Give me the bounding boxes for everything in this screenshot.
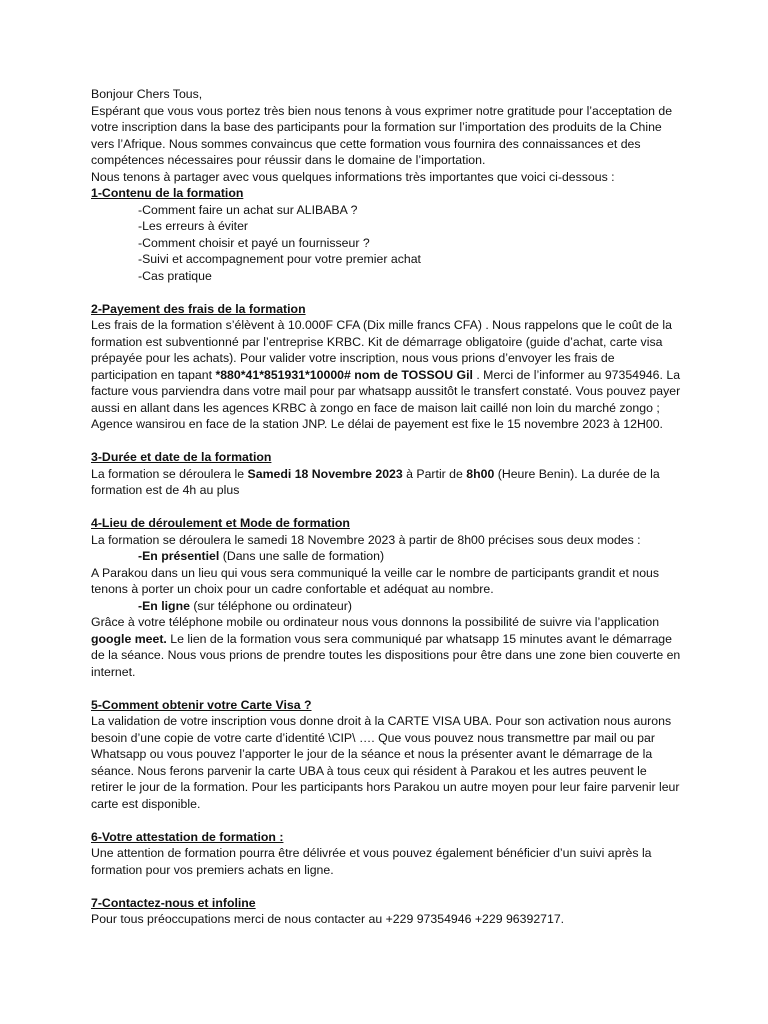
mode-in-person-text: A Parakou dans un lieu qui vous sera communiqué la veille car le nombre de participants grandit et nous tenons à porter un choix pour un cadre confortable et adéquat au nombre. [91, 565, 660, 596]
payment-code: *880*41*851931*10000# nom de TOSSOU Gil [215, 367, 473, 382]
intro-paragraph-2: Nous tenons à partager avec vous quelques informations très importantes que voici ci-dessous : [91, 169, 615, 184]
section-2-heading: 2-Payement des frais de la formation [91, 301, 306, 316]
greeting: Bonjour Chers Tous, [91, 87, 203, 101]
training-time: 8h00 [466, 466, 495, 481]
section-7-heading: 7-Contactez-nous et infoline [91, 895, 256, 910]
section-6-text: Une attention de formation pourra être délivrée et vous pouvez également bénéficier d’un suivi après la formation pour vos premiers achats en ligne. [91, 846, 652, 877]
section-7-text: Pour tous préoccupations merci de nous contacter au +229 97354946 +229 96392717. [91, 912, 565, 926]
list-item: -Suivi et accompagnement pour votre premier achat [138, 252, 421, 266]
intro-paragraph: Espérant que vous vous portez très bien nous tenons à vous exprimer notre gratitude pour l’acceptation de votre inscription dans la base des participants pour la formation sur l’importation des produits de la Chine vers l’Afrique. Nous sommes convaincus que cette formation vous fournira des connaissances et des compétences nécessaires pour réussir dans le domaine de l’importation. [91, 103, 673, 167]
mode-online: -En ligne (sur téléphone ou ordinateur) [138, 598, 352, 613]
list-item: -Comment faire un achat sur ALIBABA ? [138, 202, 358, 217]
section-6-heading: 6-Votre attestation de formation : [91, 829, 284, 844]
list-item: -Les erreurs à éviter [138, 219, 249, 233]
training-date: Samedi 18 Novembre 2023 [247, 466, 403, 481]
mode-online-text: Grâce à votre téléphone mobile ou ordinateur nous vous donnons la possibilité de suivre via l’application google meet. Le lien de la formation vous sera communiqué par whatsapp 15 minutes avant le démarrage de la séance. Nous vous prions de prendre toutes les dispositions pour être dans une zone bien couverte en internet. [91, 615, 681, 679]
list-item: -Comment choisir et payé un fournisseur ? [138, 235, 370, 250]
list-item: -Cas pratique [138, 268, 212, 283]
section-5-text: La validation de votre inscription vous donne droit à la CARTE VISA UBA. Pour son activation nous aurons besoin d’une copie de votre carte d’identité \CIP\ …. Que vous pouvez nous transmettre par mail ou par Whatsapp ou vous pouvez l’apporter le jour de la séance et nous la présenter avant le démarrage de la séance. Nous ferons parvenir la carte UBA à tous ceux qui résident à Parakou et les autres peuvent le retirer le jour de la formation. Pour les participants hors Parakou un autre moyen pour leur faire parvenir leur carte est disponible. [91, 714, 680, 811]
mode-in-person: -En présentiel (Dans une salle de formation) [138, 549, 385, 563]
section-3-text: La formation se déroulera le Samedi 18 Novembre 2023 à Partir de 8h00 (Heure Benin). La durée de la formation est de 4h au plus [91, 466, 660, 497]
section-5-heading: 5-Comment obtenir votre Carte Visa ? [91, 697, 312, 712]
section-4-heading: 4-Lieu de déroulement et Mode de formation [91, 516, 350, 530]
document-body [91, 86, 681, 928]
app-name: google meet. [91, 631, 167, 646]
section-1-heading: 1-Contenu de la formation [91, 186, 244, 200]
section-3-heading: 3-Durée et date de la formation [91, 450, 272, 464]
section-4-intro: La formation se déroulera le samedi 18 Novembre 2023 à partir de 8h00 précises sous deux modes : [91, 532, 641, 547]
section-2-text: Les frais de la formation s’élèvent à 10.000F CFA (Dix mille francs CFA) . Nous rappelons que le coût de la formation est subventionné par l’entreprise KRBC. Kit de démarrage obligatoire (guide d’achat, carte visa prépayée pour les achats). Pour valider votre inscription, nous vous prions d’envoyer les frais de participation en tapant *880*41*851931*10000# nom de TOSSOU Gil . Merci de l’informer au 97354946. La facture vous parviendra dans votre mail pour par whatsapp aussitôt le transfert constaté. Vous pouvez payer aussi en allant dans les agences KRBC à zongo en face de maison lait caillé non loin du marché zongo ; Agence wansirou en face de la station JNP. Le délai de payement est fixe le 15 novembre 2023 à 12H00. [91, 318, 681, 431]
